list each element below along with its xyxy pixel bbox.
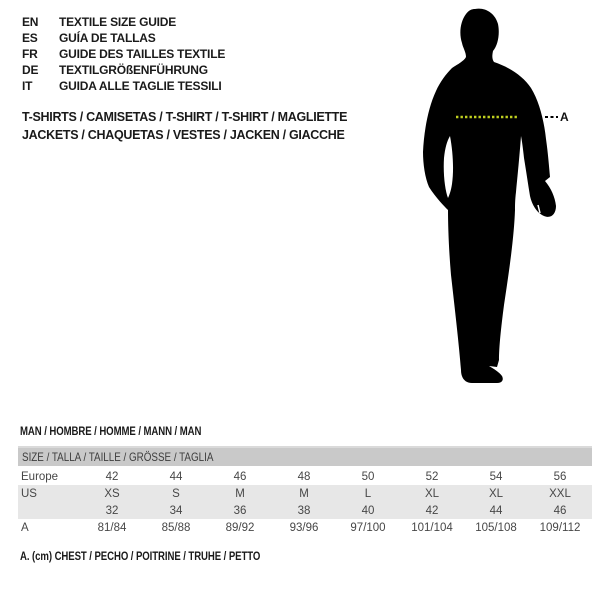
size-cell: S xyxy=(144,485,208,502)
garment-category-block xyxy=(22,108,347,144)
size-table-header-text: SIZE / TALLA / TAILLE / GRÖSSE / TAGLIA xyxy=(22,450,214,464)
table-row-chest-measure xyxy=(18,519,592,536)
size-table-header-cell xyxy=(18,447,592,467)
size-cell: 54 xyxy=(489,470,503,483)
size-cell: 34 xyxy=(144,502,208,519)
lang-code: DE xyxy=(22,63,39,77)
lang-title: GUIDE DES TAILLES TEXTILE xyxy=(59,47,226,61)
size-cell: 52 xyxy=(425,470,439,483)
size-cell: 40 xyxy=(336,502,400,519)
lang-title: TEXTILE SIZE GUIDE xyxy=(59,15,177,29)
size-cell: M xyxy=(272,485,336,502)
size-cell: M xyxy=(208,485,272,502)
language-title-block xyxy=(22,14,225,94)
row-label: US xyxy=(18,485,80,502)
table-row-europe xyxy=(18,467,592,485)
category-jackets: JACKETS / CHAQUETAS / VESTES / JACKEN / GIACCHE xyxy=(22,128,345,142)
size-cell: 56 xyxy=(553,470,567,483)
lang-title: GUIDA ALLE TAGLIE TESSILI xyxy=(59,79,222,93)
table-row-us-letters xyxy=(18,485,592,502)
measure-label-a: A xyxy=(560,110,569,124)
size-cell: 97/100 xyxy=(350,521,386,534)
size-cell: 44 xyxy=(464,502,528,519)
lang-title: GUÍA DE TALLAS xyxy=(59,31,156,45)
size-cell: 44 xyxy=(169,470,183,483)
table-row-us-numeric xyxy=(18,502,592,519)
lang-row-it xyxy=(22,78,225,94)
size-cell: XXL xyxy=(528,485,592,502)
lang-row-es xyxy=(22,30,225,46)
lang-title: TEXTILGRÖßENFÜHRUNG xyxy=(59,63,208,77)
size-cell: 46 xyxy=(233,470,247,483)
size-cell: 85/88 xyxy=(161,521,191,534)
row-label xyxy=(18,502,80,519)
lang-code: ES xyxy=(22,31,38,45)
lang-row-en xyxy=(22,14,225,30)
size-cell: 101/104 xyxy=(411,521,453,534)
measurement-footnote: A. (cm) CHEST / PECHO / POITRINE / TRUHE / PETTO xyxy=(20,549,261,563)
lang-code: EN xyxy=(22,15,39,29)
size-cell: 38 xyxy=(272,502,336,519)
lang-code: FR xyxy=(22,47,38,61)
size-cell: 36 xyxy=(208,502,272,519)
section-heading-man: MAN / HOMBRE / HOMME / MANN / MAN xyxy=(20,424,202,438)
category-tshirts: T-SHIRTS / CAMISETAS / T-SHIRT / T-SHIRT / MAGLIETTE xyxy=(22,110,348,124)
size-cell: 46 xyxy=(528,502,592,519)
size-cell: XL xyxy=(464,485,528,502)
lang-row-fr xyxy=(22,46,225,62)
row-label: A xyxy=(21,521,29,534)
silhouette-body-shape xyxy=(423,9,556,383)
size-cell: 109/112 xyxy=(539,521,581,534)
man-silhouette xyxy=(415,5,563,387)
size-table-header-row xyxy=(18,447,592,467)
size-cell: 81/84 xyxy=(97,521,127,534)
size-cell: 42 xyxy=(105,470,119,483)
size-cell: 42 xyxy=(400,502,464,519)
size-cell: XS xyxy=(80,485,144,502)
lang-row-de xyxy=(22,62,225,78)
row-label: Europe xyxy=(21,470,59,483)
size-cell: 32 xyxy=(80,502,144,519)
size-cell: L xyxy=(336,485,400,502)
size-cell: 93/96 xyxy=(289,521,319,534)
size-cell: 89/92 xyxy=(225,521,255,534)
size-cell: 48 xyxy=(297,470,311,483)
size-cell: 50 xyxy=(361,470,375,483)
lang-code: IT xyxy=(22,79,33,93)
size-cell: 105/108 xyxy=(475,521,517,534)
size-cell: XL xyxy=(400,485,464,502)
size-table xyxy=(18,446,592,536)
